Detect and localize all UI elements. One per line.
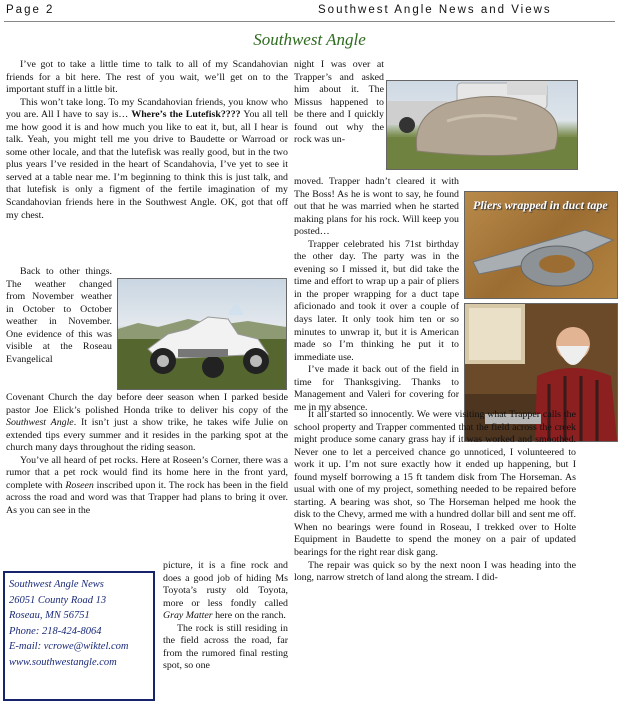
rock-illustration xyxy=(387,81,577,169)
contact-address-line-2: Roseau, MN 56751 xyxy=(9,610,90,621)
contact-email[interactable]: E-mail: vcrowe@wiktel.com xyxy=(9,641,129,652)
paragraph: moved. Trapper hadn’t cleared it with The Boss! As he is wont to say, he found out that he was married when he started making plans for his rock. Will keep you posted… xyxy=(294,176,459,238)
trike-illustration xyxy=(118,279,286,389)
header-rule xyxy=(4,21,615,22)
paragraph: night I was over at Trapper’s and asked him about it. The Missus happened to be there and I quickly found out why the rock was un- xyxy=(294,59,384,146)
column-1-narrow xyxy=(6,266,112,366)
text-run: inscribed upon it. The rock has been in the field across the road and word was that Trapper had plans to bring it over. As you can see in the xyxy=(6,479,289,516)
paragraph: The repair was quick so by the next noon I was heading into the long, narrow stretch of land along the stream. I did- xyxy=(294,559,576,584)
text-run: here on the ranch. xyxy=(215,610,286,622)
contact-box xyxy=(3,571,155,701)
paragraph xyxy=(6,392,288,455)
column-1-beside-contact xyxy=(163,560,288,673)
bold-text: Where’s the Lutefisk???? xyxy=(131,109,241,121)
paragraph xyxy=(6,97,288,222)
publication-name: Southwest Angle News and Views xyxy=(318,4,552,16)
column-2-lower xyxy=(294,409,576,585)
column-2-mid xyxy=(294,176,459,414)
text-run: Covenant Church the day before deer season when I parked beside pastor Joe Elick’s polished Honda trike to deliver his copy of the xyxy=(6,392,288,416)
contact-website[interactable]: www.southwestangle.com xyxy=(9,656,117,668)
text-run: . It isn’t just a show trike, he takes wife Julie on extended tips every summer and it resides in the parking spot at the church many days throughout the riding season. xyxy=(6,417,288,454)
paragraph: The rock is still residing in the field across the road, far from the rumored final resting spot, so one xyxy=(163,622,288,672)
paragraph xyxy=(6,455,288,518)
rock-photo xyxy=(386,80,578,170)
italic-text: Southwest Angle xyxy=(6,417,74,429)
text-run: You all tell me how good it is and how much you like to eat it, but, all I hear is talk. Yeah, you might tell me you drive to Baudette or Warroad or some other locale, and that the lutefisk was really good, but in the two plus years I’ve resided in the heart of Scandahovia, I’ve yet to see it served at a table near me. I’m beginning to think this is just talk, and that lutefisk is only a figment of the fertile imagination of my Scandahovian friends here in the Southwest Angle. OK, got that off my chest. xyxy=(6,109,288,221)
contact-address-line-1: 26051 County Road 13 xyxy=(9,594,107,606)
paragraph: I’ve got to take a little time to talk to all of my Scandahovian friends for a bit here. The rest of you wait, we’ll get on to the important stuff in a little bit. xyxy=(6,59,288,96)
paragraph: Back to other things. The weather changed from November weather in October to October weather in November. One evidence of this was visible at the Roseau Evangelical xyxy=(6,266,112,365)
trike-photo xyxy=(117,278,287,390)
paragraph: It all started so innocently. We were visiting what Trapper calls the school property and Trapper commented that the field across the creek might produce some canary grass hay if it was worked and smoothed. Never one to let a perceived chance go unnoticed, I volunteered to work it up. I’m not sure exactly how it ended up happening, but I found myself borrowing a 15 ft tandem disk from The Horseman. As usual with one of my project, something needed to be repaired before starting. A bearing was shot, so The Horseman helped me hook the disk to the Chevy, armed me with a hundred dollar bill and sent me off. When no bearings were found in Roseau, I trekked over to Holte Equipment in Baudette to spend the money on a pair of updated bearings for the right rear disk gang. xyxy=(294,409,576,559)
contact-phone: Phone: 218-424-8064 xyxy=(9,625,102,637)
contact-name: Southwest Angle News xyxy=(9,579,104,590)
text-run: This won’t take long. To my Scandahovian friends, you know who you are. All I have to say is… xyxy=(6,96,288,121)
italic-text: Gray Matter xyxy=(163,610,213,622)
page-number: Page 2 xyxy=(6,4,55,16)
paragraph xyxy=(163,560,288,623)
italic-text: Roseen xyxy=(65,479,94,491)
column-2-narrow xyxy=(294,59,384,147)
paragraph: I’ve made it back out of the field in time for Thanksgiving. Thanks to Management and Valeri for covering for me in my absence. xyxy=(294,364,459,413)
text-run: picture, it is a fine rock and does a good job of hiding Ms Toyota’s rusty old Toyota, more or less fondly called xyxy=(163,560,288,609)
text-run: You’ve all heard of pet rocks. Here at Roseen’s Corner, there was a rumor that a pet rock would find its home here in the front yard, complete with xyxy=(6,454,288,491)
article-title: Southwest Angle xyxy=(253,30,366,49)
pliers-photo xyxy=(464,191,618,299)
photo-caption: Pliers wrapped in duct tape xyxy=(473,198,608,212)
column-1-lower xyxy=(6,392,288,517)
paragraph: Trapper celebrated his 71st birthday the other day. The party was in the evening so I missed it, but did take the time and effort to wrap up a pair of pliers in the proper wrapping for a duct tape aficionado and took it over a couple of days later. It only took him ten or so minutes to unwrap it, but it is American made so I’m thinking he put it to immediate use. xyxy=(294,238,459,363)
column-1-top xyxy=(6,59,288,222)
